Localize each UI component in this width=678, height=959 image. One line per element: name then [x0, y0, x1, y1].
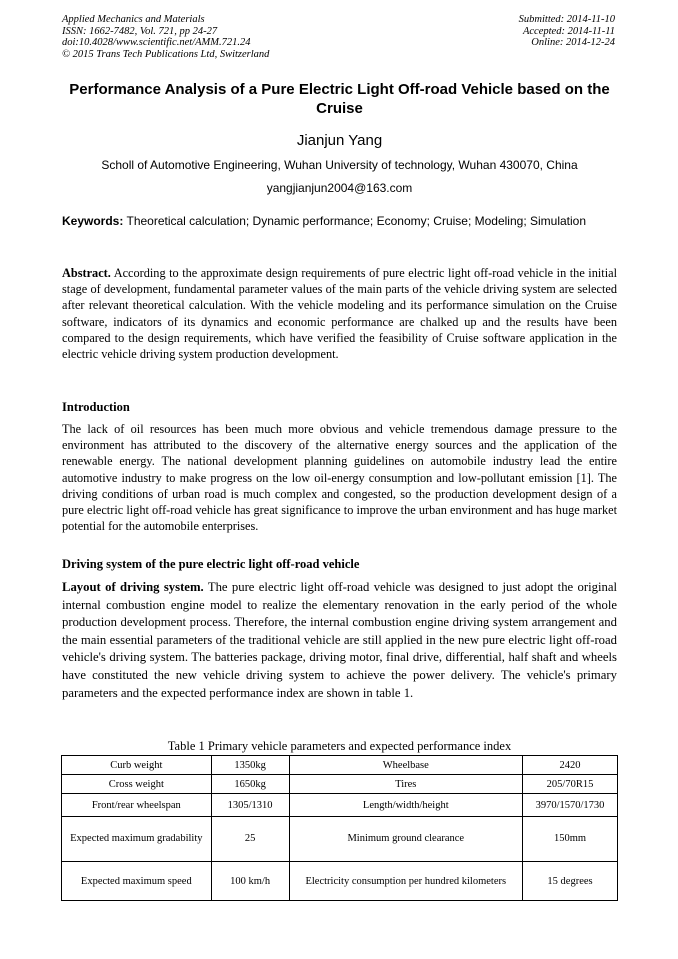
table-row — [62, 862, 618, 901]
issn-line: ISSN: 1662-7482, Vol. 721, pp 24-27 — [62, 25, 218, 37]
paper-title: Performance Analysis of a Pure Electric Light Off-road Vehicle based on the Cruise — [69, 81, 610, 117]
doi-line: doi:10.4028/www.scientific.net/AMM.721.24 — [62, 37, 251, 48]
journal-name: Applied Mechanics and Materials — [62, 14, 205, 25]
table-cell: Minimum ground clearance — [289, 817, 522, 862]
layout-paragraph — [62, 579, 617, 702]
abstract-label: Abstract. — [62, 266, 111, 280]
keywords-text: Theoretical calculation; Dynamic performance; Economy; Cruise; Modeling; Simulation — [126, 214, 587, 228]
table-cell: 1650kg — [211, 775, 289, 794]
table-cell: Electricity consumption per hundred kilometers — [289, 862, 522, 901]
table-cell: Length/width/height — [289, 794, 522, 817]
submitted-date: Submitted: 2014-11-10 — [518, 14, 615, 25]
table-cell: Wheelbase — [289, 756, 522, 775]
author-name: Jianjun Yang — [296, 132, 383, 149]
table-cell: 150mm — [523, 817, 618, 862]
copyright-line: © 2015 Trans Tech Publications Ltd, Switzerland — [62, 48, 270, 60]
table-row — [62, 775, 618, 794]
keywords-label: Keywords: — [62, 214, 124, 228]
layout-label: Layout of driving system. — [62, 580, 204, 594]
table-cell: Front/rear wheelspan — [62, 794, 212, 817]
table-cell: 25 — [211, 817, 289, 862]
author-affiliation: Scholl of Automotive Engineering, Wuhan University of technology, Wuhan 430070, China — [101, 158, 578, 172]
table-caption: Table 1 Primary vehicle parameters and expected performance index — [167, 739, 512, 753]
table-cell: 100 km/h — [211, 862, 289, 901]
table-row — [62, 817, 618, 862]
table-cell: Cross weight — [62, 775, 212, 794]
table-cell: Tires — [289, 775, 522, 794]
table-cell: 1305/1310 — [211, 794, 289, 817]
abstract — [62, 265, 617, 362]
introduction-heading: Introduction — [62, 400, 130, 414]
table-cell: Expected maximum speed — [62, 862, 212, 901]
online-date: Online: 2014-12-24 — [531, 37, 615, 48]
introduction-text: The lack of oil resources has been much more obvious and vehicle tremendous damage pressure to the environment has attributed to the discovery of the alternative energy sources and the application of the renewable energy. The national development planning guidelines on automobile industry lead the entire automotive industry to make progress on the low oil-energy consumption and low-pollutant emission [1]. The driving conditions of urban road is much complex and congested, so the production development design of a pure electric light off-road vehicle has great significance to improve the urban environment and has huge market potential for the automobile enterprises. — [62, 422, 617, 534]
driving-system-heading: Driving system of the pure electric light off-road vehicle — [62, 557, 360, 571]
keywords — [62, 213, 617, 229]
table-cell: Curb weight — [62, 756, 212, 775]
table-row — [62, 756, 618, 775]
accepted-date: Accepted: 2014-11-11 — [522, 25, 615, 37]
table-row — [62, 794, 618, 817]
vehicle-parameters-table — [61, 755, 618, 901]
layout-text: The pure electric light off-road vehicle was designed to just adopt the original internal combustion engine model to realize the elementary renovation in the early period of the whole production development process. Therefore, the internal combustion engine driving system arrangement and the main essential parameters of the traditional vehicle are still applied in the new pure electric light off-road vehicle's driving system. The batteries package, driving motor, final drive, differential, half shaft and wheels have constituted the new vehicle driving system to achieve the power delivery. The vehicle's primary parameters and the expected performance index are shown in table 1. — [62, 580, 617, 700]
table-cell: Expected maximum gradability — [62, 817, 212, 862]
author-email: yangjianjun2004@163.com — [266, 181, 413, 195]
table-cell: 1350kg — [211, 756, 289, 775]
abstract-text: According to the approximate design requirements of pure electric light off-road vehicle in the initial stage of development, fundamental parameter values of the main parts of the vehicle driving system are selected after relevant theoretical calculation. With the vehicle modeling and its performance simulation on the Cruise software, indicators of its dynamics and economic performance are chalked up and the results have been compared to the design requirements, which have verified the feasibility of Cruise software application in the electric vehicle driving system production development. — [62, 266, 617, 362]
journal-info — [62, 14, 269, 60]
table-cell: 15 degrees — [523, 862, 618, 901]
table-cell: 3970/1570/1730 — [523, 794, 618, 817]
table-cell: 2420 — [523, 756, 618, 775]
submission-dates — [519, 14, 615, 49]
table-cell: 205/70R15 — [523, 775, 618, 794]
